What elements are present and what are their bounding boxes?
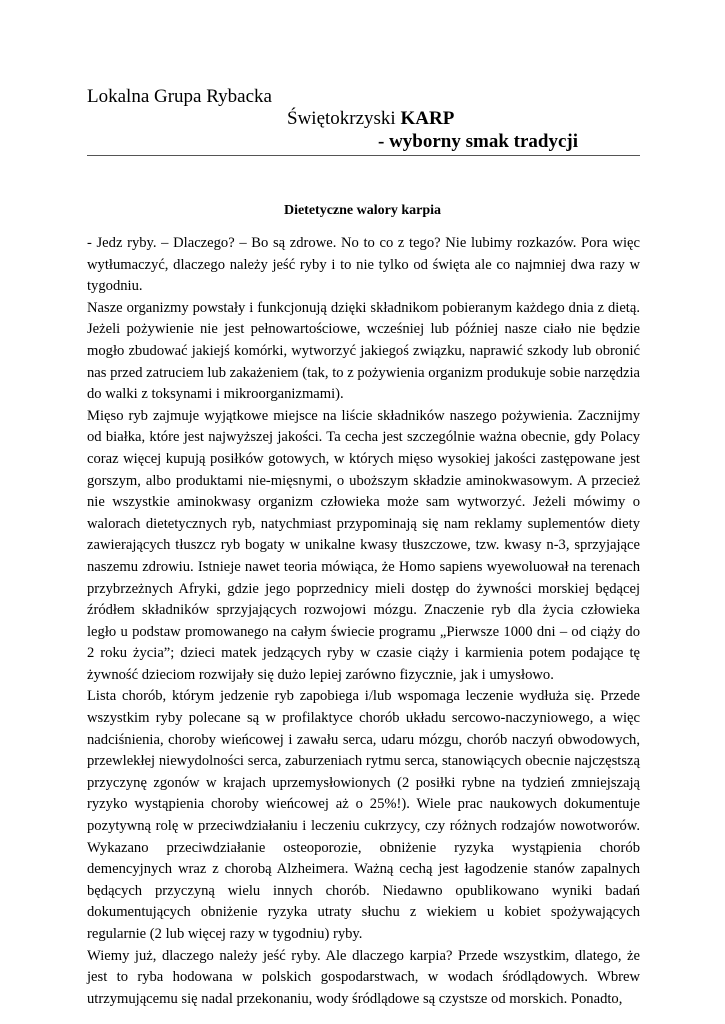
paragraph: Nasze organizmy powstały i funkcjonują dzięki składnikom pobieranym każdego dnia z dietą. Jeżeli pożywienie nie jest pełnowartościowe, wcześniej lub później nasze ciało nie będzie mogło zbudować jakiejś komórki, wytworzyć jakiegoś związku, naprawić szkody lub obronić nas przed zatruciem lub zakażeniem (tak, to z pożywienia organizm produkuje sobie narzędzia do walki z toksynami i mikroorganizmami). [87,299,640,403]
paragraph: - Jedz ryby. – Dlaczego? – Bo są zdrowe. No to co z tego? Nie lubimy rozkazów. Pora więc wytłumaczyć, dlaczego należy jeść ryby i to nie tylko od święta ale co najmniej dwa razy w tygodniu. [87,235,640,295]
article-body [87,233,640,1010]
header-line2-bold: KARP [400,108,455,129]
header-tagline: - wyborny smak tradycji [378,131,579,152]
header-org: Lokalna Grupa Rybacka [87,86,272,107]
article-title: Dietetyczne walory karpia [283,203,442,218]
paragraph: Wiemy już, dlaczego należy jeść ryby. Ale dlaczego karpia? Przede wszystkim, dlatego, że jest to ryba hodowana w polskich gospodarstwach, w wodach śródlądowych. Wbrew utrzymującemu się nadal przekonaniu, wody śródlądowe są czystsze od morskich. Ponadto, [87,947,640,1007]
paragraph: Mięso ryb zajmuje wyjątkowe miejsce na liście składników naszego pożywienia. Zacznijmy od białka, które jest najwyższej jakości. Ta cecha jest szczególnie ważna obecnie, gdy Polacy coraz więcej kupują posiłków gotowych, w których mięso wysokiej jakości zastępowane jest gorszym, albo produktami nie-mięsnymi, o uboższym składzie aminokwasowym. A przecież nie wszystkie aminokwasy organizm człowieka może sam wytworzyć. Jeżeli mówimy o walorach dietetycznych ryb, natychmiast przypominają się nam reklamy suplementów diety zawierających tłuszcz ryb bogaty w unikalne kwasy tłuszczowe, tzw. kwasy n-3, sprzyjające naszemu zdrowiu. Istnieje nawet teoria mówiąca, że Homo sapiens wyewoluował na terenach przybrzeżnych Afryki, gdzie jego poprzednicy mieli dostęp do żywności morskiej będącej źródłem składników sprzyjających rozwojowi mózgu. Znaczenie ryb dla życia człowieka legło u podstaw promowanego na całym świecie programu „Pierwsze 1000 dni – od ciąży do 2 roku życia”; dzieci matek jedzących ryby w czasie ciąży i karmienia potem podające tę żywność dzieciom rozwijały się dużo lepiej zarówno fizycznie, jak i umysłowo. [87,407,640,683]
header-divider [87,155,640,156]
header-line2-prefix: Świętokrzyski [287,108,401,129]
paragraph: Lista chorób, którym jedzenie ryb zapobiega i/lub wspomaga leczenie wydłuża się. Przede wszystkim ryby polecane są w profilaktyce chorób układu sercowo-naczyniowego, a więc nadciśnienia, choroby wieńcowej i zawału serca, udaru mózgu, chorób naczyń obwodowych, przewlekłej niewydolności serca, zaburzeniach rytmu serca, stanowiących obecnie najczęstszą przyczynę zgonów w krajach uprzemysłowionych (2 posiłki rybne na tydzień zmniejszają ryzyko wystąpienia choroby wieńcowej aż o 25%!). Wiele prac naukowych dokumentuje pozytywną rolę w przeciwdziałaniu i leczeniu cukrzycy, czy różnych rodzajów nowotworów. Wykazano przeciwdziałanie osteoporozie, obniżenie ryzyka wystąpienia chorób demencyjnych wraz z chorobą Alzheimera. Ważną cechą jest łagodzenie stanów zapalnych będących przyczyną wielu innych chorób. Niedawno opublikowano wyniki badań dokumentujących obniżenie ryzyka utraty słuchu z wiekiem u kobiet spożywających regularnie (2 lub więcej razy w tygodniu) ryby. [87,688,640,942]
header-line2 [287,108,454,130]
